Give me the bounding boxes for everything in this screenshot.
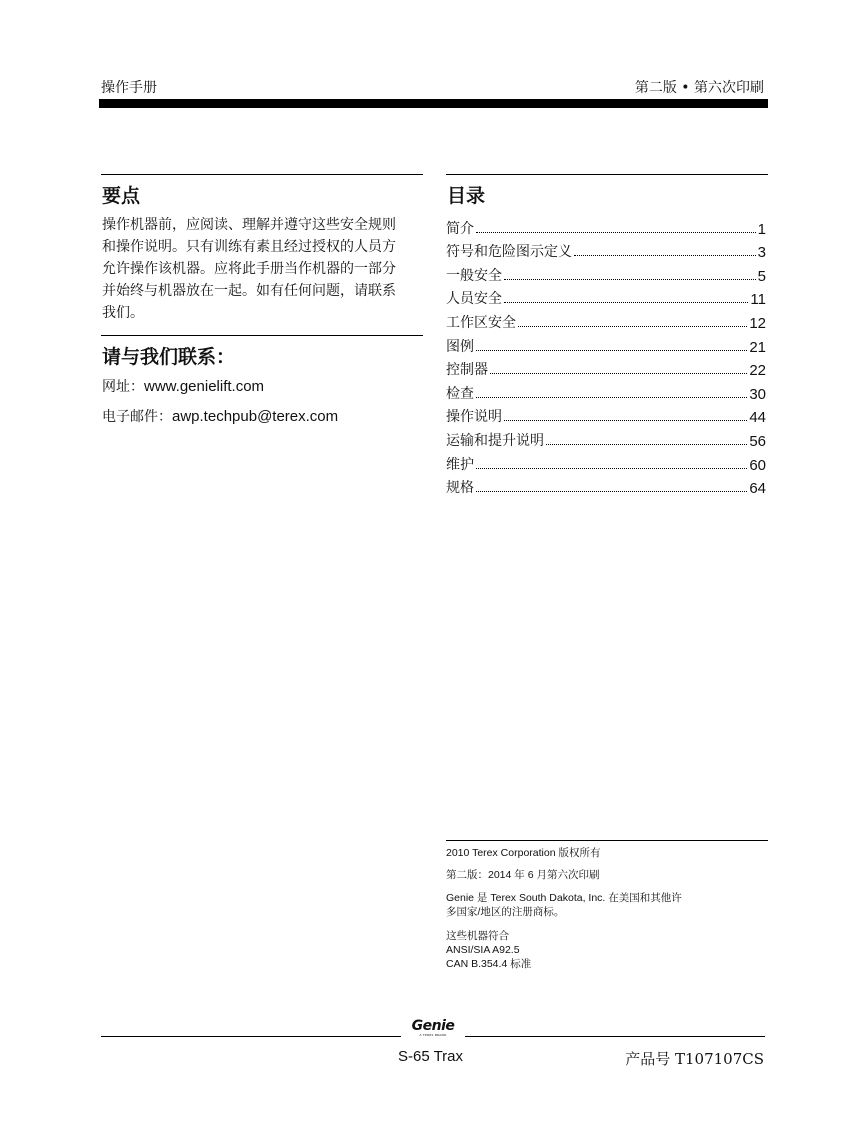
edition-line: 第二版：2014 年 6 月第六次印刷	[446, 869, 600, 881]
toc-entry-page: 30	[749, 385, 766, 403]
toc-entry-label: 工作区安全	[446, 314, 516, 331]
contact-web-label: 网址：	[102, 379, 144, 395]
toc-entry-page: 64	[749, 480, 766, 498]
toc-leader	[476, 350, 747, 351]
toc-entry[interactable]	[446, 238, 766, 262]
trademark-line: Genie 是 Terex South Dakota, Inc. 在美国和其他许	[446, 892, 682, 904]
trademark-line: 多国家/地区的注册商标。	[446, 906, 565, 918]
compliance-line: ANSI/SIA A92.5	[446, 944, 520, 956]
section-divider	[101, 335, 423, 336]
toc-entry-page: 5	[757, 267, 766, 285]
toc-entry[interactable]	[446, 379, 766, 403]
toc-entry-label: 维护	[446, 456, 474, 473]
important-title: 要点	[102, 185, 141, 207]
header-bar	[99, 99, 768, 108]
toc-entry[interactable]	[446, 403, 766, 427]
section-divider	[446, 174, 768, 175]
contact-title: 请与我们联系：	[102, 346, 236, 368]
toc-entry-label: 简介	[446, 220, 474, 237]
toc-leader	[476, 468, 747, 469]
logo-wordmark: Genie	[411, 1018, 455, 1034]
footer-model: S-65 Trax	[398, 1048, 464, 1065]
toc-entry[interactable]	[446, 426, 766, 450]
toc-entry[interactable]	[446, 356, 766, 380]
toc-leader	[476, 397, 747, 398]
contact-web	[102, 376, 264, 396]
toc-entry[interactable]	[446, 214, 766, 238]
email-link[interactable]: awp.techpub@terex.com	[172, 408, 339, 425]
toc-entry-page: 44	[749, 409, 766, 427]
toc-entry-label: 操作说明	[446, 409, 502, 426]
header-edition: 第二版 • 第六次印刷	[634, 80, 764, 96]
contact-email	[102, 406, 338, 426]
copyright-line: 2010 Terex Corporation 版权所有	[446, 847, 601, 859]
toc-leader	[546, 444, 747, 445]
contact-email-label: 电子邮件：	[102, 409, 172, 425]
footer-part-number: 产品号 T107107CS	[625, 1050, 764, 1068]
important-line: 和操作说明。只有训练有素且经过授权的人员方	[102, 239, 396, 255]
toc-entry[interactable]	[446, 285, 766, 309]
header-manual-title: 操作手册	[101, 80, 157, 96]
toc-leader	[574, 255, 756, 256]
toc-entry-page: 21	[749, 338, 766, 356]
important-line: 操作机器前，应阅读、理解并遵守这些安全规则	[102, 217, 396, 233]
toc-entry[interactable]	[446, 332, 766, 356]
toc-leader	[490, 373, 747, 374]
important-line: 我们。	[102, 305, 144, 321]
toc-entry[interactable]	[446, 474, 766, 498]
logo-tagline: A TEREX BRAND	[419, 1033, 447, 1037]
toc-entry-page: 1	[757, 220, 766, 238]
website-link[interactable]: www.genielift.com	[144, 378, 265, 395]
toc-title: 目录	[447, 185, 486, 207]
toc-entry-page: 11	[750, 291, 766, 309]
compliance-note	[446, 929, 531, 971]
toc-entry-page: 3	[757, 244, 766, 262]
toc-entry-label: 规格	[446, 480, 474, 497]
toc-entry-page: 22	[749, 362, 766, 380]
toc-entry-page: 12	[749, 314, 766, 332]
toc-entry-page: 56	[749, 432, 766, 450]
important-line: 允许操作该机器。应将此手册当作机器的一部分	[102, 261, 396, 277]
toc-entry-label: 运输和提升说明	[446, 432, 544, 449]
toc-entry-label: 图例	[446, 338, 474, 355]
genie-logo	[408, 1018, 458, 1037]
toc-entry-label: 检查	[446, 385, 474, 402]
toc-entry[interactable]	[446, 308, 766, 332]
toc-entry-label: 人员安全	[446, 291, 502, 308]
toc-list	[446, 214, 766, 497]
toc-entry-page: 60	[749, 456, 766, 474]
section-divider	[446, 840, 768, 841]
toc-leader	[518, 326, 747, 327]
footer-rule-right	[465, 1036, 765, 1037]
compliance-line: CAN B.354.4 标准	[446, 958, 532, 970]
toc-entry-label: 控制器	[446, 362, 488, 379]
section-divider	[101, 174, 423, 175]
important-paragraph	[102, 214, 422, 324]
toc-entry[interactable]	[446, 261, 766, 285]
footer-rule-left	[101, 1036, 401, 1037]
toc-entry-label: 符号和危险图示定义	[446, 244, 572, 261]
toc-leader	[504, 279, 756, 280]
trademark-note	[446, 891, 682, 919]
toc-leader	[504, 420, 747, 421]
toc-entry-label: 一般安全	[446, 267, 502, 284]
compliance-line: 这些机器符合	[446, 930, 509, 942]
toc-leader	[476, 232, 756, 233]
toc-leader	[476, 491, 747, 492]
important-line: 并始终与机器放在一起。如有任何问题，请联系	[102, 283, 396, 299]
toc-entry[interactable]	[446, 450, 766, 474]
toc-leader	[504, 302, 748, 303]
